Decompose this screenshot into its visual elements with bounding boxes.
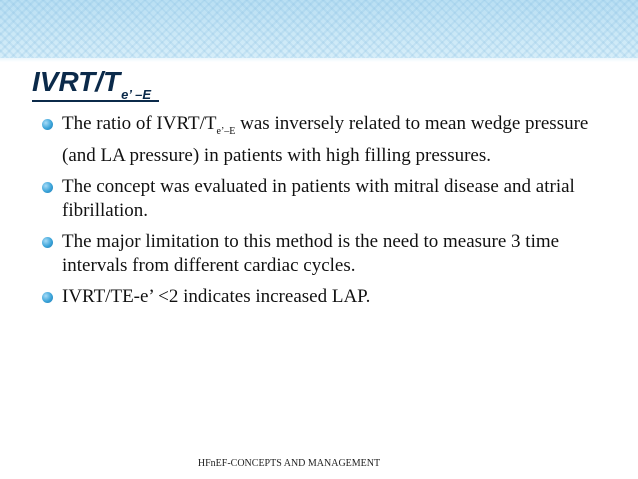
bullet-item — [20, 112, 620, 168]
title-subscript: e’ –E — [121, 87, 152, 102]
bullet-item — [20, 230, 620, 278]
bullet-dot-icon — [42, 237, 53, 248]
bullet-text-subscript: e’–E — [216, 126, 236, 137]
bullet-text: The concept was evaluated in patients with mitral disease and atrial fibrillation. — [62, 176, 575, 221]
title-main: IVRT/T — [32, 66, 121, 97]
decorative-top-band — [0, 0, 638, 60]
slide-title — [32, 62, 151, 102]
bullet-dot-icon — [42, 182, 53, 193]
bullet-text-post: was inversely related to mean wedge pressure (and LA pressure) in patients with high filling pressures. — [62, 113, 589, 166]
bullet-dot-icon — [42, 119, 53, 130]
bullet-text: The major limitation to this method is the need to measure 3 time intervals from different cardiac cycles. — [62, 231, 560, 276]
bullet-item — [20, 285, 620, 309]
bullet-dot-icon — [42, 292, 53, 303]
slide-footer: HFnEF-CONCEPTS AND MANAGEMENT — [197, 458, 381, 469]
bullet-text: IVRT/TE-e’ <2 indicates increased LAP. — [62, 286, 371, 307]
bullet-item — [20, 175, 620, 223]
bullet-list — [20, 112, 620, 316]
title-underline — [32, 100, 159, 102]
bullet-text-pre: The ratio of IVRT/T — [62, 113, 217, 134]
